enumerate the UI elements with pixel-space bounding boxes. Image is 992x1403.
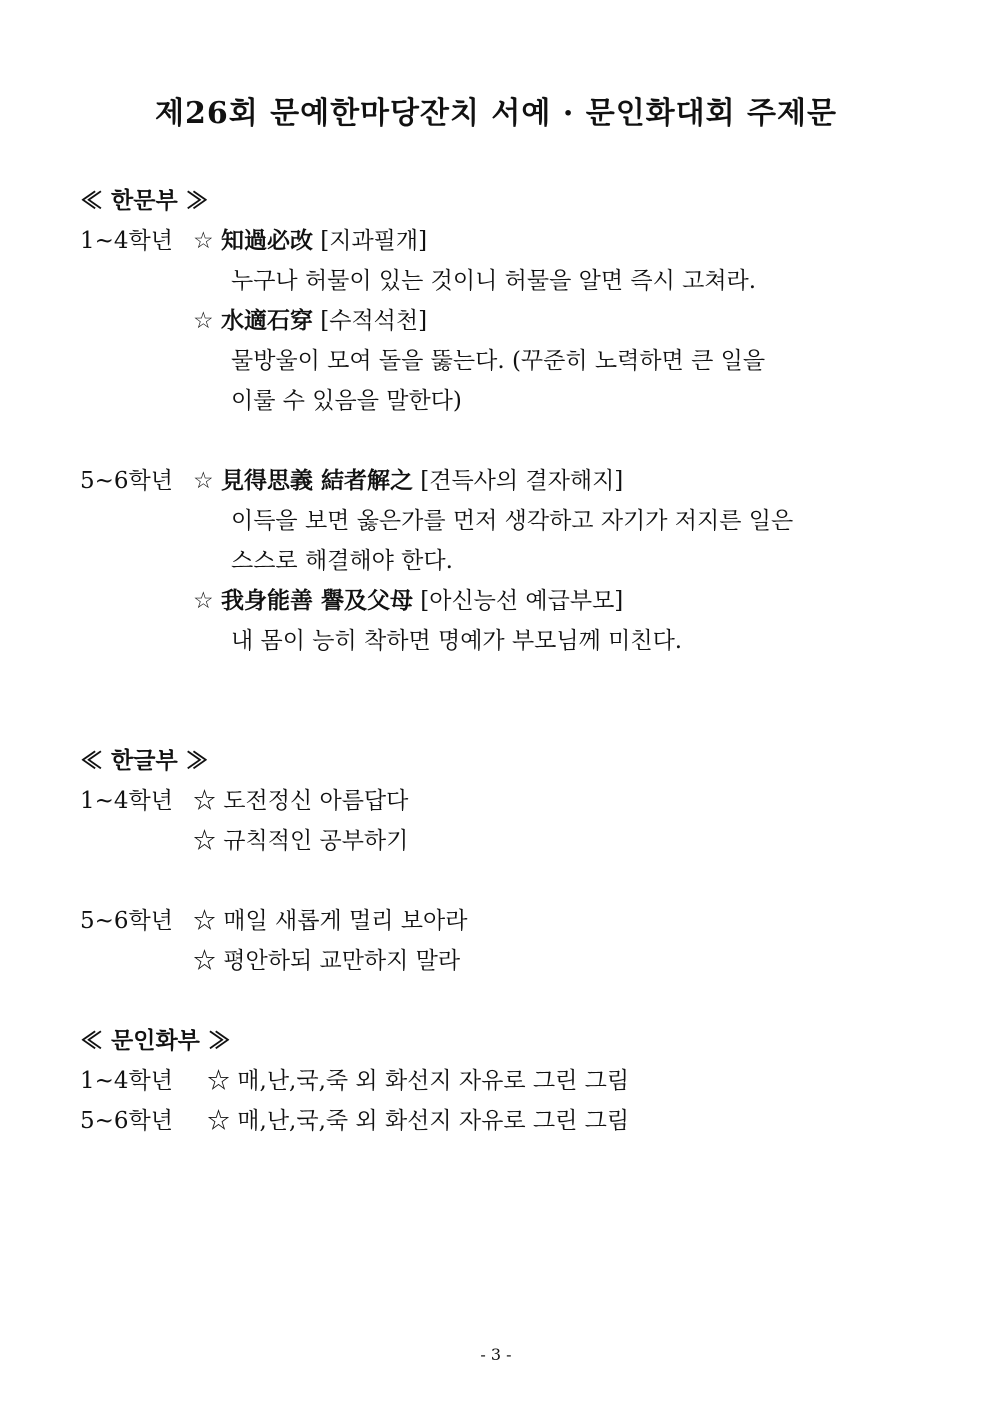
theme-item <box>193 466 623 496</box>
theme-item <box>193 586 623 616</box>
grade-label: 5~6학년 <box>80 1108 173 1134</box>
grade-label: 1~4학년 <box>80 228 173 254</box>
hanja-phrase: 見得思義 結者解之 <box>220 467 413 494</box>
theme-description: 이룰 수 있음을 말한다) <box>231 388 462 414</box>
theme-item: ☆ 규칙적인 공부하기 <box>193 828 409 854</box>
hanja-phrase: 知過必改 <box>220 227 313 254</box>
section-header-hanmun: ≪ 한문부 ≫ <box>80 187 209 214</box>
theme-description: 내 몸이 능히 착하면 명예가 부모님께 미친다. <box>231 628 683 654</box>
page-title: 제26회 문예한마당잔치 서예 · 문인화대회 주제문 <box>154 96 838 131</box>
theme-item <box>193 226 427 256</box>
theme-item: ☆ 매,난,국,죽 외 화선지 자유로 그린 그림 <box>207 1108 630 1134</box>
theme-item: ☆ 매,난,국,죽 외 화선지 자유로 그린 그림 <box>207 1068 630 1094</box>
star-icon: ☆ <box>193 308 214 334</box>
grade-label: 1~4학년 <box>80 788 173 814</box>
grade-label: 5~6학년 <box>80 908 173 934</box>
star-icon: ☆ <box>193 588 214 614</box>
hanja-reading: [아신능선 예급부모] <box>420 588 624 614</box>
hanja-phrase: 水適石穿 <box>220 307 313 334</box>
theme-item <box>193 306 427 336</box>
hanja-reading: [지과필개] <box>320 228 428 254</box>
hanja-reading: [수적석천] <box>320 308 428 334</box>
theme-item: ☆ 매일 새롭게 멀리 보아라 <box>193 908 468 934</box>
page-number: - 3 - <box>480 1345 512 1364</box>
star-icon: ☆ <box>193 468 214 494</box>
section-header-hangeul: ≪ 한글부 ≫ <box>80 747 209 774</box>
theme-item: ☆ 평안하되 교만하지 말라 <box>193 948 461 974</box>
theme-description: 스스로 해결해야 한다. <box>231 548 453 574</box>
theme-item: ☆ 도전정신 아름답다 <box>193 788 409 814</box>
hanja-reading: [견득사의 결자해지] <box>420 468 624 494</box>
theme-description: 누구나 허물이 있는 것이니 허물을 알면 즉시 고쳐라. <box>231 268 757 294</box>
theme-description: 이득을 보면 옳은가를 먼저 생각하고 자기가 저지른 일은 <box>231 508 794 534</box>
section-header-muninhwa: ≪ 문인화부 ≫ <box>80 1027 231 1054</box>
hanja-phrase: 我身能善 譽及父母 <box>220 587 413 614</box>
grade-label: 1~4학년 <box>80 1068 173 1094</box>
theme-description: 물방울이 모여 돌을 뚫는다. (꾸준히 노력하면 큰 일을 <box>231 348 766 374</box>
grade-label: 5~6학년 <box>80 468 173 494</box>
star-icon: ☆ <box>193 228 214 254</box>
